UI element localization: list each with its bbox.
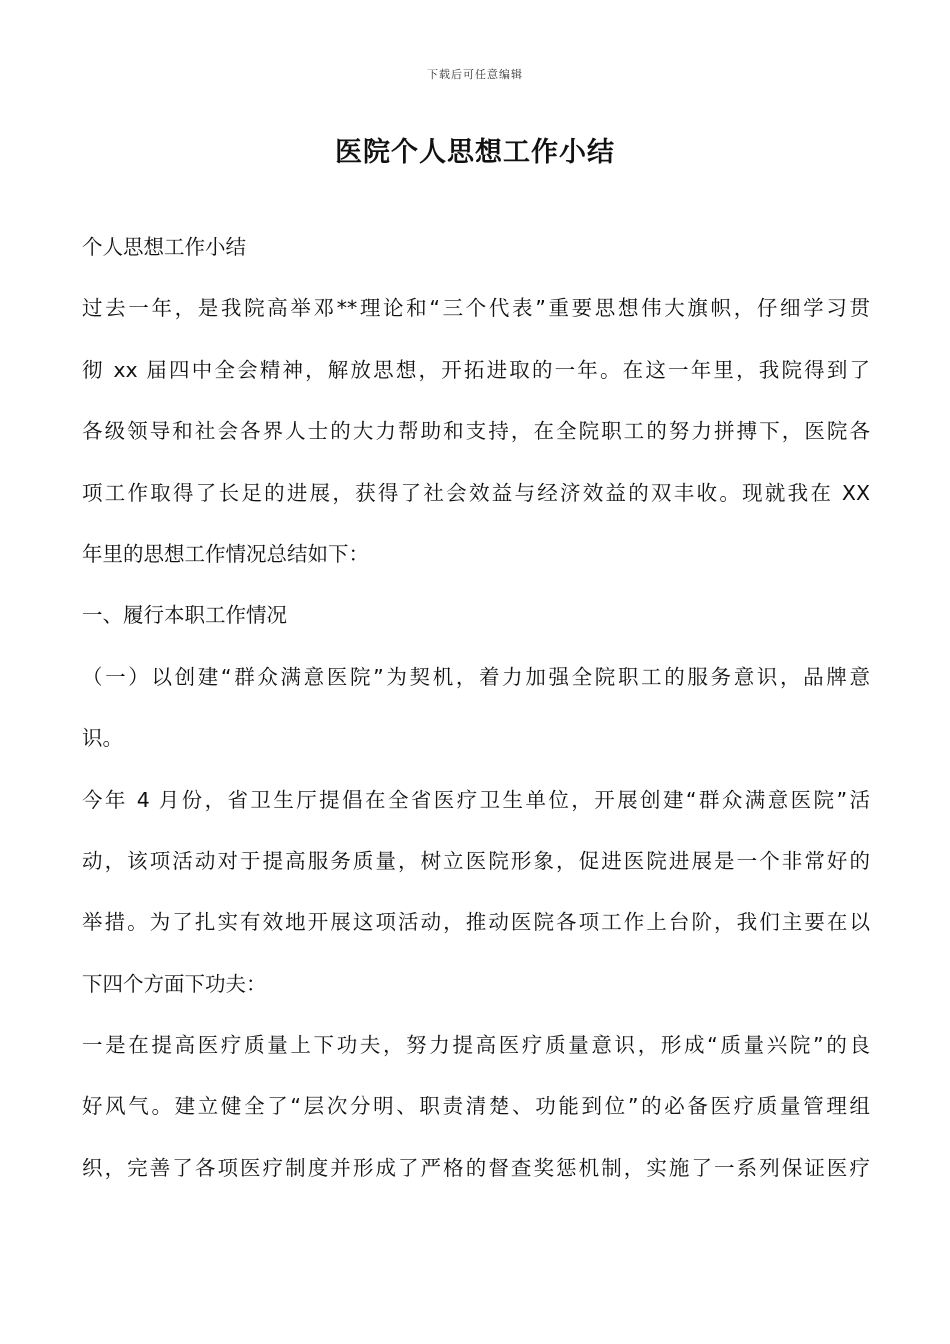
body-line: 项工作取得了长足的进展，获得了社会效益与经济效益的双丰收。现就我在 XX: [82, 480, 870, 505]
body-line: 今年 4 月份，省卫生厅提倡在全省医疗卫生单位，开展创建“群众满意医院”活: [82, 787, 870, 812]
body-line: 下四个方面下功夫：: [82, 971, 267, 996]
body-line: 彻 xx 届四中全会精神，解放思想，开拓进取的一年。在这一年里，我院得到了: [82, 357, 870, 382]
body-line: 一是在提高医疗质量上下功夫，努力提高医疗质量意识，形成“质量兴院”的良: [82, 1033, 870, 1058]
body-line: 织，完善了各项医疗制度并形成了严格的督查奖惩机制，实施了一系列保证医疗: [82, 1155, 870, 1180]
document-title: 医院个人思想工作小结: [335, 137, 615, 168]
body-line: 个人思想工作小结: [82, 235, 246, 259]
document-body: [82, 217, 870, 1199]
body-line: 动，该项活动对于提高服务质量，树立医院形象，促进医院进展是一个非常好的: [82, 848, 870, 873]
body-line: 好风气。建立健全了“层次分明、职责清楚、功能到位”的必备医疗质量管理组: [82, 1094, 870, 1119]
body-line: 一、履行本职工作情况: [82, 603, 287, 628]
body-line: 识。: [82, 726, 123, 751]
body-line: （一）以创建“群众满意医院”为契机，着力加强全院职工的服务意识，品牌意: [82, 664, 870, 689]
header-note: 下载后可任意编辑: [427, 68, 523, 81]
body-line: 过去一年，是我院高举邓**理论和“三个代表”重要思想伟大旗帜，仔细学习贯: [82, 296, 870, 321]
body-line: 年里的思想工作情况总结如下：: [82, 541, 369, 566]
body-line: 举措。为了扎实有效地开展这项活动，推动医院各项工作上台阶，我们主要在以: [82, 910, 870, 935]
body-line: 各级领导和社会各界人士的大力帮助和支持，在全院职工的努力拼搏下，医院各: [82, 419, 870, 444]
